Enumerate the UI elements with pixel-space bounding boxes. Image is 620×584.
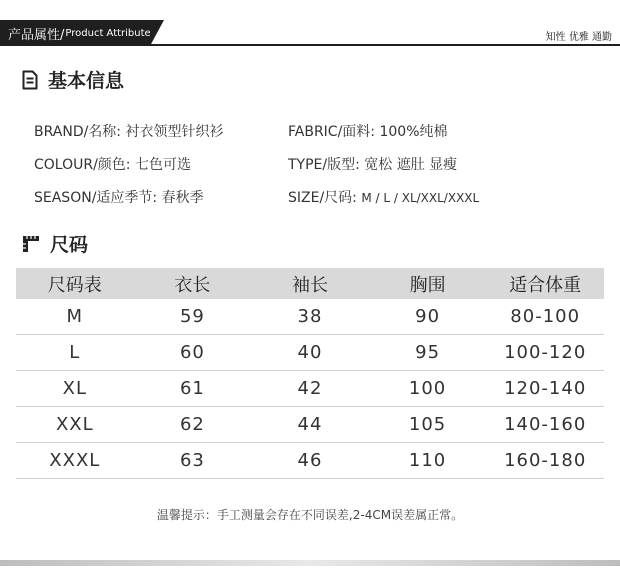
header-title-en: Product Attributes [65, 27, 156, 39]
attr-size [288, 187, 479, 207]
table-header-row [16, 268, 604, 299]
tag-notch [150, 20, 164, 46]
table-cell: 63 [134, 443, 252, 479]
table-cell: 100 [369, 371, 487, 407]
column-header: 衣长 [134, 268, 252, 299]
header-title-zh: 产品属性/ [8, 27, 65, 43]
attr-value: 七色可选 [134, 157, 191, 173]
document-icon [22, 70, 38, 90]
table-cell: 44 [251, 407, 369, 443]
attr-value: 100%纯棉 [379, 124, 448, 140]
table-row [16, 299, 604, 335]
table-cell: 62 [134, 407, 252, 443]
table-row [16, 335, 604, 371]
table-cell: XL [16, 371, 134, 407]
table-cell: M [16, 299, 134, 335]
table-cell: 100-120 [486, 335, 604, 371]
ruler-icon [22, 235, 40, 253]
table-cell: 59 [134, 299, 252, 335]
table-cell: 90 [369, 299, 487, 335]
column-header: 尺码表 [16, 268, 134, 299]
attr-label: SEASON/适应季节: [34, 190, 158, 206]
table-cell: 80-100 [486, 299, 604, 335]
attr-value: 宽松 遮肚 显瘦 [364, 157, 458, 173]
table-cell: 160-180 [486, 443, 604, 479]
header-slogan: 知性 优雅 通勤 [545, 32, 612, 43]
table-cell: 46 [251, 443, 369, 479]
attr-label: COLOUR/颜色: [34, 157, 131, 173]
attr-season [34, 187, 204, 207]
section-tag [0, 20, 156, 46]
attr-brand [34, 121, 223, 141]
attr-value: 衬衣领型针织衫 [125, 124, 224, 140]
table-cell: 61 [134, 371, 252, 407]
table-row [16, 407, 604, 443]
attr-label: SIZE/尺码: [288, 190, 357, 206]
attr-label: FABRIC/面料: [288, 124, 376, 140]
page-header [0, 0, 620, 46]
table-cell: 95 [369, 335, 487, 371]
column-header: 胸围 [369, 268, 487, 299]
attr-colour [34, 154, 191, 174]
table-cell: 60 [134, 335, 252, 371]
size-table [16, 268, 604, 479]
attr-fabric [288, 121, 448, 141]
table-row [16, 443, 604, 479]
measurement-note: 温馨提示：手工测量会存在不同误差,2-4CM误差属正常。 [156, 508, 464, 522]
table-cell: 38 [251, 299, 369, 335]
table-cell: 40 [251, 335, 369, 371]
size-heading [22, 230, 88, 257]
table-cell: 42 [251, 371, 369, 407]
attr-value: 春秋季 [161, 190, 204, 206]
table-cell: 110 [369, 443, 487, 479]
header-divider [0, 44, 620, 46]
attr-label: BRAND/名称: [34, 124, 122, 140]
attr-type [288, 154, 457, 174]
column-header: 袖长 [251, 268, 369, 299]
table-cell: 140-160 [486, 407, 604, 443]
table-cell: 120-140 [486, 371, 604, 407]
table-cell: XXXL [16, 443, 134, 479]
attr-label: TYPE/版型: [288, 157, 360, 173]
size-title: 尺码 [50, 234, 89, 256]
attr-value: M / L / XL/XXL/XXXL [361, 191, 480, 205]
bottom-divider [0, 560, 620, 566]
table-row [16, 371, 604, 407]
table-cell: XXL [16, 407, 134, 443]
table-cell: 105 [369, 407, 487, 443]
column-header: 适合体重 [486, 268, 604, 299]
basic-info-title: 基本信息 [48, 70, 125, 92]
basic-info-heading [22, 66, 124, 93]
table-cell: L [16, 335, 134, 371]
